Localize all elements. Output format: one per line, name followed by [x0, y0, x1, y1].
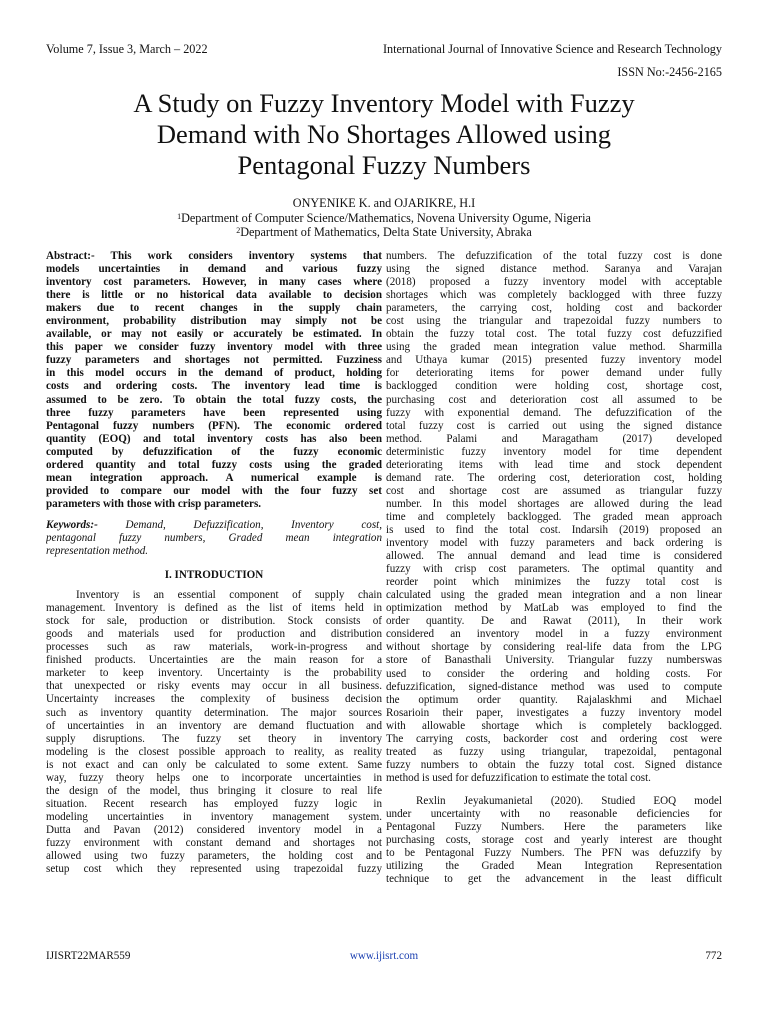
literature-paragraph: [386, 250, 722, 772]
text-line: costs and ordering costs. The inventory lead time is: [46, 380, 382, 393]
affiliation-marker: 2: [236, 226, 241, 235]
text-line: of uncertainties in an inventory are demand fluctuation and: [46, 719, 382, 732]
text-line: stock for sale, production or distribution. Stock consists of: [46, 615, 382, 628]
text-line: used to consider the ordering and holding costs. For: [386, 667, 722, 680]
text-line: Dutta and Pavan (2012) considered inventory model in a: [46, 823, 382, 836]
text-line: is not exact and can only be calculated to some extent. Same: [46, 758, 382, 771]
text-line: fuzzy with crisp cost parameters. The optimal quantity and: [386, 563, 722, 576]
text-line: Inventory is an essential component of supply chain: [76, 589, 382, 602]
text-line: is used to find the total cost. Indarsih (2019) proposed an: [386, 523, 722, 536]
text-line: purchasing cost and deterioration cost all assumed to be: [386, 393, 722, 406]
text-line: cost using the triangular and trapezoidal fuzzy numbers to: [386, 315, 722, 328]
text-line: deterministic fuzzy inventory model for time dependent: [386, 445, 722, 458]
text-line: purchasing costs, storage cost and yearly interest are thought: [386, 834, 722, 847]
text-line: processes such as raw materials, work-in-progress and: [46, 641, 382, 654]
keywords-line: [46, 532, 382, 545]
section-heading: I. INTRODUCTION: [164, 569, 264, 582]
text-line: environment, probability distribution may simply not be: [46, 315, 382, 328]
text-line: Pentagonal Fuzzy Numbers. Here the parameters like: [386, 821, 722, 834]
text-line: there is little or no historical data available to decision: [46, 289, 382, 302]
text-line: the design of the model, thus bringing it closure to real life: [46, 784, 382, 797]
text-line: demand rate. The ordering cost, deterioration cost, holding: [386, 471, 722, 484]
introduction-body: [46, 589, 382, 876]
text-line: number. In this model shortages are allowed during the lead: [386, 497, 722, 510]
text-line: fuzzy numbers to obtain the fuzzy total cost. Signed distance: [386, 758, 722, 771]
abstract-last-line: parameters with those with crisp parameters.: [46, 497, 262, 510]
affiliation-marker: 1: [177, 211, 182, 221]
text-line: store of Banasthali University. Triangular fuzzy numberswas: [386, 654, 722, 667]
text-line: backlogged condition were holding cost, shortage cost,: [386, 380, 722, 393]
text-line: The carrying costs, backorder cost and ordering cost were: [386, 732, 722, 745]
affiliation-2: [0, 225, 768, 240]
text-line: Rexlin Jeyakumanietal (2020). Studied EOQ model: [416, 794, 722, 807]
text-line: inventory cost parameters. However, in many cases where: [46, 276, 382, 289]
text-line: modeling uncertainties in inventory management system.: [46, 810, 382, 823]
abstract: [46, 250, 382, 498]
text-line: marketer to keep inventory. Uncertainty is the probability: [46, 667, 382, 680]
text-line: Abstract:- This work considers inventory systems that: [46, 250, 382, 262]
keywords-text: Demand, Defuzzification, Inventory cost,: [125, 518, 382, 531]
text-line: shortages which was completely backlogged with three fuzzy: [386, 289, 722, 302]
text-line: using the signed distance method. Saranya and Varajan: [386, 263, 722, 276]
journal-name: International Journal of Innovative Science and Research Technology: [382, 42, 722, 56]
text-line: reorder point which minimizes the fuzzy total cost is: [386, 576, 722, 589]
text-line: calculated using the graded mean integration and a non linear: [386, 589, 722, 602]
text-line: allowed using two fuzzy parameters, the holding cost and: [46, 850, 382, 863]
title-line: A Study on Fuzzy Inventory Model with Fuzzy: [133, 88, 635, 118]
text-line: deteriorating items with lead time and stock dependent: [386, 458, 722, 471]
text-line: Pentagonal fuzzy numbers (PFN). The economic ordered: [46, 419, 382, 432]
footer-code: IJISRT22MAR559: [46, 950, 131, 962]
text-line: cost and shortage cost are assumed as triangular fuzzy: [386, 484, 722, 497]
text-line: under uncertainty with no reasonable deficiencies for: [386, 807, 722, 820]
text-line: assumed to be zero. To obtain the total fuzzy costs, the: [46, 393, 382, 406]
text-line: mean integration approach. A numerical example is: [46, 471, 382, 484]
text-line: order quantity. De and Rawat (2011), In their work: [386, 615, 722, 628]
page-number: 772: [705, 950, 722, 962]
title-line: Demand with No Shortages Allowed using: [156, 119, 612, 149]
author-names: ONYENIKE K. and OJARIKRE, H.I: [292, 196, 476, 210]
literature-paragraph-2: [386, 795, 722, 886]
keywords-label: Keywords:-: [46, 518, 98, 531]
text-line: treated as fuzzy using triangular, trapezoidal, pentagonal: [386, 745, 722, 758]
title-line: Pentagonal Fuzzy Numbers: [237, 150, 531, 180]
text-line: ordered quantity and total fuzzy costs using the graded: [46, 458, 382, 471]
affiliation-1: [0, 211, 768, 226]
text-line: way, fuzzy theory helps one to incorporate uncertainties in: [46, 771, 382, 784]
footer-url[interactable]: www.ijisrt.com: [349, 950, 419, 962]
text-line: using the graded mean integration value method. Sharmilla: [386, 341, 722, 354]
text-line: the optimum order quantity. Rajalaskhmi and Michael: [386, 693, 722, 706]
text-line: situation. Recent research has employed fuzzy logic in: [46, 797, 382, 810]
text-line: Rosarioin their paper, investigates a fuzzy inventory model: [386, 706, 722, 719]
text-line: models uncertainties in demand and various fuzzy: [46, 263, 382, 276]
text-line: management. Inventory is defined as the list of items held in: [46, 602, 382, 615]
keywords: [46, 519, 382, 545]
volume-info: Volume 7, Issue 3, March – 2022: [46, 42, 208, 56]
text-line: total fuzzy cost is carried out using the signed distance: [386, 419, 722, 432]
paragraph-last-line: method is used for defuzzification to estimate the total cost.: [386, 771, 651, 784]
text-line: technique to get the advancement in the least difficult: [386, 873, 722, 886]
text-line: time and completely backlogged. The graded mean approach: [386, 510, 722, 523]
affiliation-text: Department of Computer Science/Mathematics, Novena University Ogume, Nigeria: [181, 210, 591, 225]
text-line: inventory model with fuzzy parameters and back ordering is: [386, 537, 722, 550]
text-line: without shortage by considering real-life data from the LPG: [386, 641, 722, 654]
text-line: fuzzy with exponential demand. The defuzzification of the: [386, 406, 722, 419]
text-line: setup cost which they represented using trapezoidal fuzzy: [46, 863, 382, 876]
text-line: available, or may not easily or accurately be estimated. In: [46, 328, 382, 341]
text-line: to be Pentagonal Fuzzy Numbers. The PFN was defuzzify by: [386, 847, 722, 860]
text-line: numbers. The defuzzification of the total fuzzy cost is done: [386, 250, 722, 262]
issn: ISSN No:-2456-2165: [617, 65, 722, 79]
text-line: three fuzzy parameters have been represented using: [46, 406, 382, 419]
text-line: fuzzy parameters and shortages not permitted. Fuzziness: [46, 354, 382, 367]
text-line: for deteriorating items for power demand under fully: [386, 367, 722, 380]
keywords-last-line: representation method.: [46, 545, 149, 558]
text-line: utilizing the Graded Mean Integration Representation: [386, 860, 722, 873]
text-line: obtain the fuzzy total cost. The total fuzzy cost defuzzified: [386, 328, 722, 341]
text-line: quantity (EOQ) and total inventory costs has also been: [46, 432, 382, 445]
text-line: (2018) proposed a fuzzy inventory model with acceptable: [386, 276, 722, 289]
affiliation-text: Department of Mathematics, Delta State University, Abraka: [240, 225, 532, 239]
left-column: [46, 250, 382, 876]
keywords-line: [46, 519, 382, 532]
paper-title: [40, 88, 728, 181]
text-line: considered an inventory model in a fuzzy environment: [386, 628, 722, 641]
text-line: fuzzy environment with constant demand and shortages not: [46, 836, 382, 849]
text-line: modeling is the closest possible approach to reality, as reality: [46, 745, 382, 758]
text-line: parameters, the carrying cost, holding cost and backorder: [386, 302, 722, 315]
text-line: computed by defuzzification of the fuzzy economic: [46, 445, 382, 458]
text-line: finished products. Uncertainties are the main reason for a: [46, 654, 382, 667]
right-column: [386, 250, 722, 886]
text-line: allowed. The annual demand and lead time is considered: [386, 550, 722, 563]
text-line: optimization method by MatLab was employed to find the: [386, 602, 722, 615]
author-block: [0, 196, 768, 240]
text-line: goods and materials used for production and distribution: [46, 628, 382, 641]
text-line: Uncertainty increases the complexity of business decision: [46, 693, 382, 706]
text-line: method. Palami and Maragatham (2017) developed: [386, 432, 722, 445]
text-line: such as inventory quantity determination. The major sources: [46, 706, 382, 719]
text-line: supply disruptions. The fuzzy set theory in inventory: [46, 732, 382, 745]
text-line: in this model occurs in the demand of product, holding: [46, 367, 382, 380]
text-line: and Uthaya kumar (2015) presented fuzzy inventory model: [386, 354, 722, 367]
text-line: with allowable shortage which is completely backlogged.: [386, 719, 722, 732]
keywords-text: pentagonal fuzzy numbers, Graded mean integration: [46, 531, 382, 544]
text-line: this paper we consider fuzzy inventory model with three: [46, 341, 382, 354]
text-line: defuzzification, signed-distance method was used to compute: [386, 680, 722, 693]
text-line: makers due to recent changes in the supply chain: [46, 302, 382, 315]
text-line: that unexpected or risky events may occur in all business.: [46, 680, 382, 693]
text-line: provided to compare our model with the four fuzzy set: [46, 484, 382, 497]
